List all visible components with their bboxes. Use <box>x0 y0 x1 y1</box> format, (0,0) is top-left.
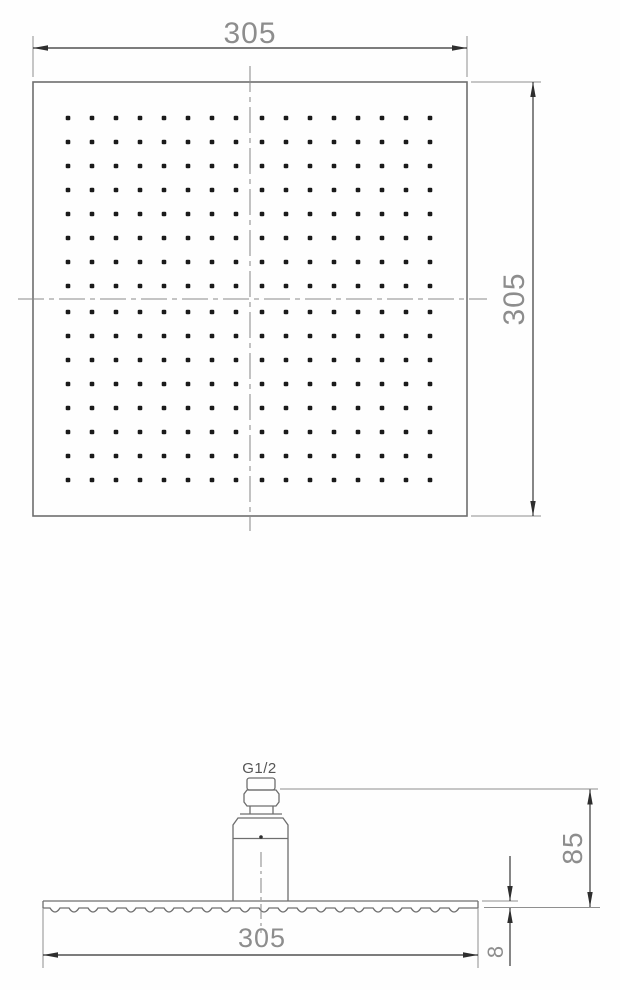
dim-height-side <box>280 789 600 908</box>
dim-height-right-label: 305 <box>498 272 531 326</box>
dim-width-top-label: 305 <box>223 17 277 50</box>
thread-size-label: G1/2 <box>242 760 277 777</box>
connector-center-dot <box>259 835 263 839</box>
thread-cap <box>247 778 275 790</box>
inlet-connector <box>233 760 288 933</box>
dim-width-bottom-label: 305 <box>237 923 287 953</box>
dim-thickness-label: 8 <box>483 945 508 959</box>
dim-thickness <box>482 856 518 966</box>
dim-height-side-label: 85 <box>557 831 588 865</box>
side-view <box>43 760 600 968</box>
thread-barrel <box>244 790 279 806</box>
top-view <box>18 17 541 531</box>
